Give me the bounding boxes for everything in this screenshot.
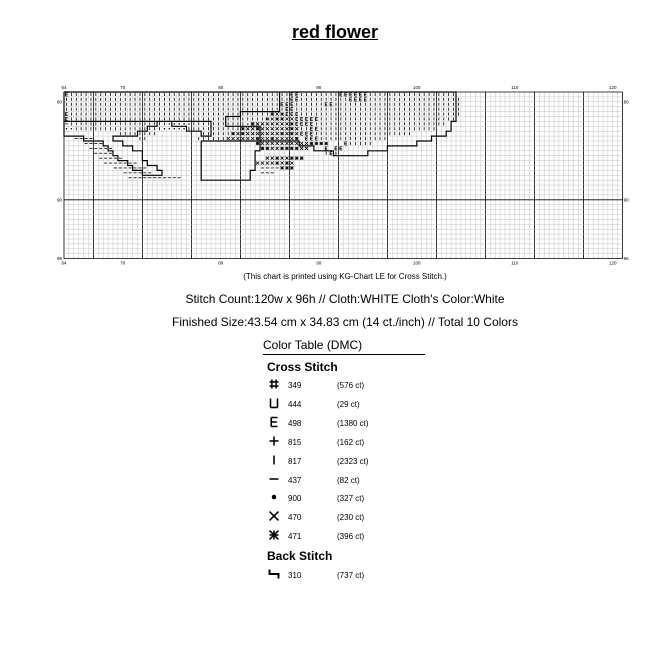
bottom-tick-label: 70 bbox=[120, 260, 126, 266]
color-code: 900 bbox=[288, 494, 302, 504]
stitch-count: (162 ct) bbox=[337, 437, 365, 447]
bottom-tick-label: 64 bbox=[61, 260, 67, 266]
color-code: 470 bbox=[288, 513, 302, 523]
chart-caption: (This chart is printed using KG-Chart LE for Cross Stitch.) bbox=[243, 272, 447, 281]
bottom-tick-label: 120 bbox=[609, 260, 617, 266]
stitch-count: (82 ct) bbox=[337, 475, 360, 485]
chart-title: red flower bbox=[291, 22, 379, 42]
color-code: 471 bbox=[288, 532, 302, 542]
top-tick-label: 70 bbox=[120, 85, 126, 90]
stitch-count: (2323 ct) bbox=[337, 456, 369, 466]
stitch-count: (576 ct) bbox=[337, 381, 365, 390]
stitch-count: (396 ct) bbox=[337, 532, 365, 542]
top-tick-label: 90 bbox=[316, 85, 322, 90]
bottom-tick-label: 80 bbox=[218, 260, 224, 266]
stitch-count: (737 ct) bbox=[337, 571, 365, 580]
x-symbol-icon bbox=[267, 509, 281, 523]
color-code: 817 bbox=[288, 456, 302, 466]
back-stitch-heading: Back Stitch bbox=[267, 549, 333, 563]
stitch-count: (1380 ct) bbox=[337, 418, 369, 428]
color-code: 815 bbox=[288, 437, 302, 447]
bottom-tick-label: 90 bbox=[316, 260, 322, 266]
dot-symbol-icon bbox=[267, 490, 281, 504]
right-tick-label: 90 bbox=[623, 197, 629, 203]
back-stitch-icon bbox=[267, 567, 281, 581]
left-tick-label: 96 bbox=[57, 256, 63, 262]
color-code: 349 bbox=[288, 381, 302, 390]
stitch-count: (327 ct) bbox=[337, 494, 365, 504]
right-tick-label: 96 bbox=[623, 256, 629, 262]
bar-symbol-icon bbox=[267, 453, 281, 467]
dash-symbol-icon bbox=[267, 472, 281, 486]
color-code: 444 bbox=[288, 399, 302, 409]
color-code: 310 bbox=[288, 571, 302, 580]
e-symbol-icon bbox=[267, 415, 281, 429]
right-tick-label: 80 bbox=[623, 99, 629, 105]
star-symbol-icon bbox=[267, 528, 281, 542]
cup-symbol-icon bbox=[267, 396, 281, 410]
cross-stitch-heading: Cross Stitch bbox=[267, 360, 338, 374]
plus-symbol-icon bbox=[267, 434, 281, 448]
stitch-count: (230 ct) bbox=[337, 513, 365, 523]
left-tick-label: 80 bbox=[57, 99, 63, 105]
top-tick-label: 80 bbox=[218, 85, 224, 90]
left-tick-label: 90 bbox=[57, 197, 63, 203]
stitch-count: (29 ct) bbox=[337, 399, 360, 409]
color-code: 498 bbox=[288, 418, 302, 428]
color-table-heading: Color Table (DMC) bbox=[263, 338, 425, 355]
bottom-tick-label: 100 bbox=[413, 260, 421, 266]
finished-size-line: Finished Size:43.54 cm x 34.83 cm (14 ct./inch) // Total 10 Colors bbox=[172, 315, 518, 329]
stitch-count-line: Stitch Count:120w x 96h // Cloth:WHITE Cloth's Color:White bbox=[185, 292, 505, 306]
stitch-chart bbox=[56, 84, 636, 270]
top-tick-label: 110 bbox=[511, 85, 519, 90]
hash-symbol-icon bbox=[267, 377, 281, 391]
bottom-tick-label: 110 bbox=[511, 260, 519, 266]
pattern-stitches bbox=[65, 93, 459, 178]
color-code: 437 bbox=[288, 475, 302, 485]
top-tick-label: 120 bbox=[609, 85, 617, 90]
top-tick-label: 100 bbox=[413, 85, 421, 90]
top-tick-label: 64 bbox=[61, 85, 67, 90]
